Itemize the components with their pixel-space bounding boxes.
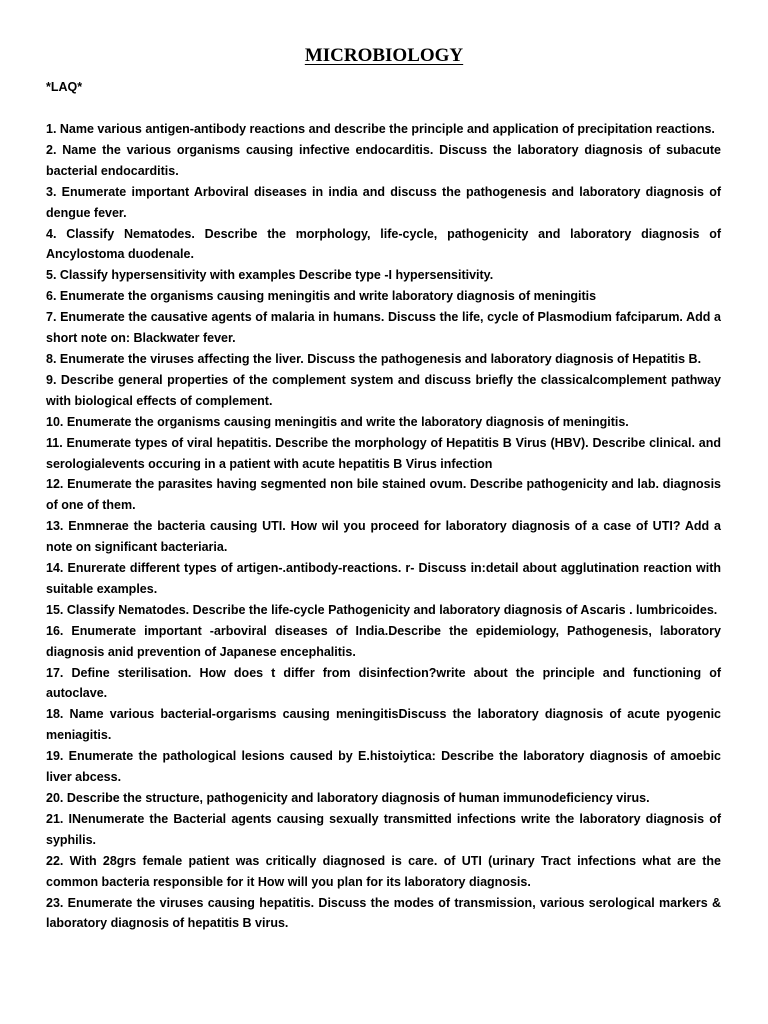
question-item: 20. Describe the structure, pathogenicity and laboratory diagnosis of human immunodeficiency virus. (46, 791, 650, 805)
question-item: 23. Enumerate the viruses causing hepatitis. Discuss the modes of transmission, various serological markers & laboratory diagnosis of hepatitis B virus. (46, 895, 721, 931)
question-list (46, 119, 721, 934)
question-item: 5. Classify hypersensitivity with examples Describe type -I hypersensitivity. (46, 268, 494, 283)
question-item: 3. Enumerate important Arboviral diseases in india and discuss the pathogenesis and laboratory diagnosis of dengue fever. (46, 184, 721, 220)
question-item: 9. Describe general properties of the complement system and discuss briefly the classicalcomplement pathway with biological effects of complement. (46, 372, 721, 408)
question-item: 2. Name the various organisms causing infective endocarditis. Discuss the laboratory diagnosis of subacute bacterial endocarditis. (46, 142, 721, 178)
section-label: *LAQ* (46, 80, 83, 94)
question-item: 18. Name various bacterial-orgarisms causing meningitisDiscuss the laboratory diagnosis of acute pyogenic meniagitis. (46, 707, 721, 743)
question-item: 6. Enumerate the organisms causing meningitis and write laboratory diagnosis of meningitis (46, 289, 597, 304)
question-item: 22. With 28grs female patient was critically diagnosed is care. of UTI (urinary Tract infections what are the common bacteria responsible for it How will you plan for its laboratory diagnosis. (46, 853, 721, 889)
question-item: 10. Enumerate the organisms causing meningitis and write the laboratory diagnosis of meningitis. (46, 414, 629, 429)
page-title: MICROBIOLOGY (304, 45, 464, 66)
question-item: 17. Define sterilisation. How does t differ from disinfection?write about the principle and functioning of autoclave. (46, 665, 721, 701)
question-item: 16. Enumerate important -arboviral diseases of India.Describe the epidemiology, Pathogenesis, laboratory diagnosis anid prevention of Japanese encephalitis. (46, 623, 721, 659)
question-item: 19. Enumerate the pathological lesions caused by E.histoiytica: Describe the laboratory diagnosis of amoebic liver abcess. (46, 749, 721, 785)
question-item: 15. Classify Nematodes. Describe the life-cycle Pathogenicity and laboratory diagnosis of Ascaris . lumbricoides. (46, 602, 718, 617)
question-item: 8. Enumerate the viruses affecting the liver. Discuss the pathogenesis and laboratory diagnosis of Hepatitis B. (46, 351, 702, 366)
question-item: 1. Name various antigen-antibody reactions and describe the principle and application of precipitation reactions. (46, 122, 715, 136)
question-item: 12. Enumerate the parasites having segmented non bile stained ovum. Describe pathogenicity and lab. diagnosis of one of them. (46, 477, 721, 513)
question-item: 13. Enmnerae the bacteria causing UTI. How wil you proceed for laboratory diagnosis of a case of UTI? Add a note on significant bacteriaria. (46, 519, 721, 555)
question-item: 4. Classify Nematodes. Describe the morphology, life-cycle, pathogenicity and laboratory diagnosis of Ancylostoma duodenale. (46, 226, 721, 262)
question-item: 21. INenumerate the Bacterial agents causing sexually transmitted infections write the laboratory diagnosis of syphilis. (46, 811, 721, 847)
question-item: 11. Enumerate types of viral hepatitis. Describe the morphology of Hepatitis B Virus (HBV). Describe clinical. and serologialevents occuring in a patient with acute hepatitis B Virus infection (46, 435, 721, 471)
question-item: 14. Enurerate different types of artigen-.antibody-reactions. r- Discuss in:detail about agglutination reaction with suitable examples. (46, 561, 721, 596)
question-item: 7. Enumerate the causative agents of malaria in humans. Discuss the life, cycle of Plasmodium fafciparum. Add a short note on: Blackwater fever. (46, 310, 721, 346)
